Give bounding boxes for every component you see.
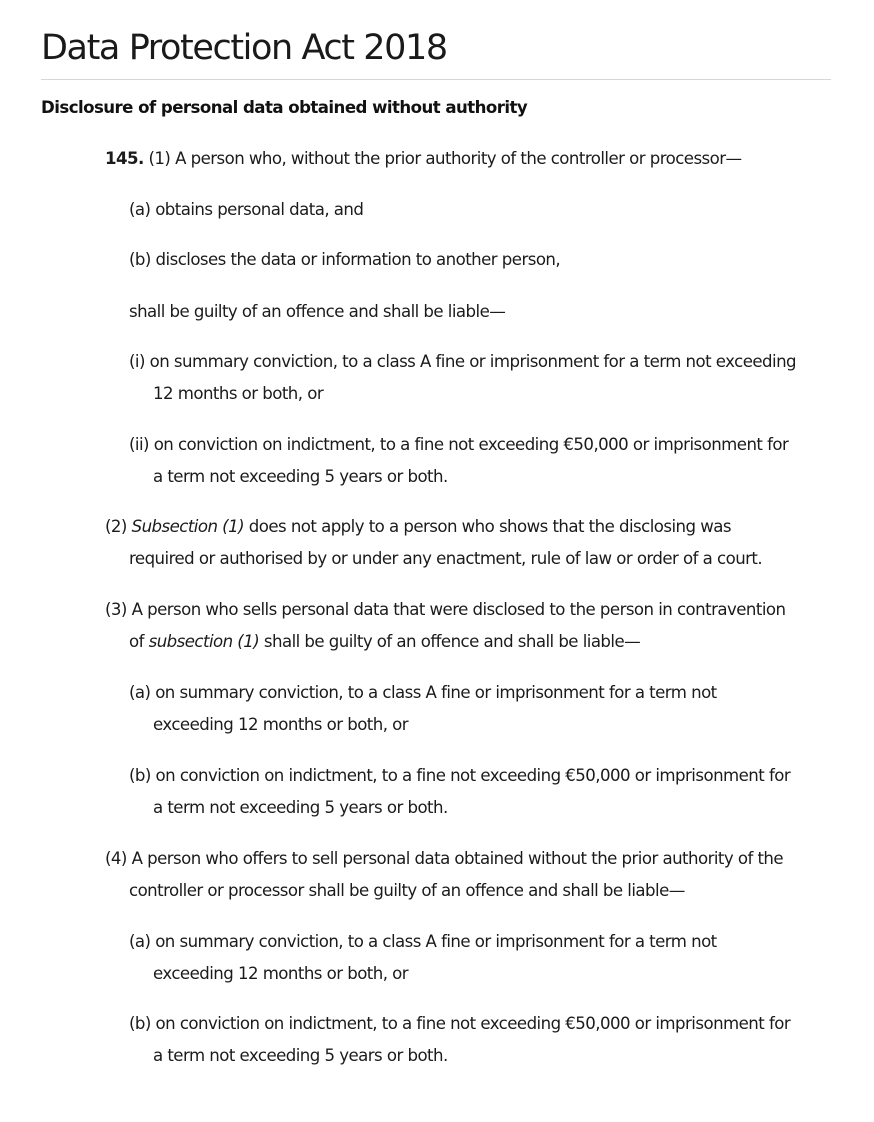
- subsection-3-line2-prefix: of: [129, 632, 149, 651]
- paragraph-3-b-line1: (b) on conviction on indictment, to a fine not exceeding €50,000 or imprisonment for: [129, 766, 791, 785]
- paragraph-3-a-line2: exceeding 12 months or both, or: [153, 715, 409, 734]
- section-number: 145.: [105, 149, 144, 168]
- paragraph-3-b: [129, 760, 790, 824]
- paragraph-1-ii-line1: (ii) on conviction on indictment, to a fine not exceeding €50,000 or imprisonment for: [129, 435, 789, 454]
- paragraph-1-b: (b) discloses the data or information to another person,: [129, 250, 561, 269]
- subsection-2-reference: Subsection (1): [131, 517, 245, 536]
- paragraph-3-b-line2: a term not exceeding 5 years or both.: [153, 798, 448, 817]
- paragraph-1-i: [129, 346, 796, 410]
- paragraph-4-a-line1: (a) on summary conviction, to a class A fine or imprisonment for a term not: [129, 932, 717, 951]
- subsection-2-prefix: (2): [105, 517, 132, 536]
- paragraph-1-i-line1: (i) on summary conviction, to a class A fine or imprisonment for a term not exceeding: [129, 352, 797, 371]
- paragraph-4-b-line1: (b) on conviction on indictment, to a fine not exceeding €50,000 or imprisonment for: [129, 1014, 791, 1033]
- paragraph-4-a: [129, 926, 717, 990]
- subsection-3-line1: (3) A person who sells personal data that were disclosed to the person in contravention: [105, 600, 786, 619]
- subsection-1-intro-text: (1) A person who, without the prior authority of the controller or processor—: [148, 149, 742, 168]
- paragraph-3-a: [129, 677, 717, 741]
- paragraph-4-a-line2: exceeding 12 months or both, or: [153, 964, 409, 983]
- subsection-4: [105, 843, 783, 907]
- subsection-2-line1-rest: does not apply to a person who shows that the disclosing was: [244, 517, 731, 536]
- section-heading: Disclosure of personal data obtained without authority: [41, 98, 528, 117]
- paragraph-3-a-line1: (a) on summary conviction, to a class A fine or imprisonment for a term not: [129, 683, 717, 702]
- paragraph-1-ii-line2: a term not exceeding 5 years or both.: [153, 467, 448, 486]
- subsection-4-line1: (4) A person who offers to sell personal data obtained without the prior authority of the: [105, 849, 784, 868]
- title-divider: [41, 79, 831, 80]
- paragraph-4-b-line2: a term not exceeding 5 years or both.: [153, 1046, 448, 1065]
- subsection-4-line2: controller or processor shall be guilty of an offence and shall be liable—: [129, 881, 685, 900]
- subsection-3: [105, 594, 785, 658]
- paragraph-4-b: [129, 1008, 790, 1072]
- subsection-3-reference: subsection (1): [148, 632, 260, 651]
- paragraph-1-ii: [129, 429, 788, 493]
- document-title: Data Protection Act 2018: [41, 28, 447, 68]
- subsection-2: [105, 511, 762, 575]
- subsection-2-line2: required or authorised by or under any enactment, rule of law or order of a court.: [129, 549, 763, 568]
- paragraph-1-i-line2: 12 months or both, or: [153, 384, 324, 403]
- subsection-1-intro: [105, 143, 742, 175]
- paragraph-1-a: (a) obtains personal data, and: [129, 200, 364, 219]
- subsection-3-line2-rest: shall be guilty of an offence and shall be liable—: [259, 632, 641, 651]
- paragraph-1-consequence: shall be guilty of an offence and shall be liable—: [129, 302, 506, 321]
